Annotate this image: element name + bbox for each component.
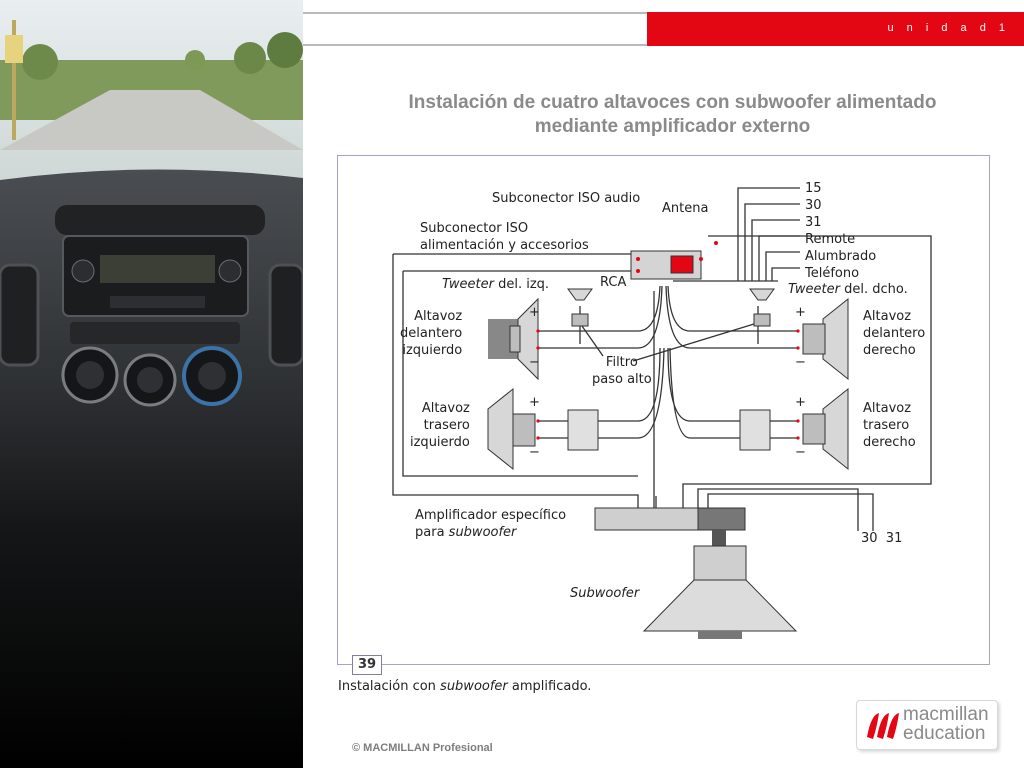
terminal-plus: + (795, 395, 806, 410)
logo-line2: education (903, 723, 986, 744)
label-line: trasero (863, 418, 910, 433)
label-rca: RCA (600, 275, 627, 290)
label-tweeter-right-italic: Tweeter (788, 282, 840, 297)
terminal-plus: + (795, 305, 806, 320)
label-line: izquierdo (402, 343, 463, 358)
label-line: delantero (863, 326, 926, 341)
label-line: Altavoz (863, 401, 912, 416)
dashboard-photo (0, 0, 303, 768)
label-iso-power (420, 220, 589, 254)
label-front-right (863, 308, 925, 359)
label-amplifier-line1: Amplificador específico (415, 508, 567, 523)
header-rule (303, 12, 647, 46)
label-iso-power-line2: alimentación y accesorios (420, 238, 589, 253)
slide-title-line1: Instalación de cuatro altavoces con subwoofer alimentado (408, 92, 937, 113)
slide-title-line2: mediante amplificador externo (534, 116, 811, 137)
slide-title (340, 91, 1005, 139)
terminal-plus: + (529, 395, 540, 410)
terminal-minus: − (529, 445, 540, 460)
label-line: derecho (863, 435, 916, 450)
terminal-minus: − (795, 445, 806, 460)
caption-suffix: amplificado. (507, 679, 592, 694)
terminal-plus: + (529, 305, 540, 320)
wiring-diagram (337, 155, 990, 665)
label-line: trasero (423, 418, 470, 433)
label-line: derecho (863, 343, 916, 358)
pin-label: 15 (805, 181, 822, 196)
label-subwoofer: Subwoofer (570, 586, 640, 601)
pin-label: Alumbrado (805, 249, 877, 264)
macmillan-logo-icon (865, 707, 903, 743)
unit-label: u n i d a d 1 (887, 22, 1010, 34)
terminal-minus: − (795, 355, 806, 370)
unit-banner (647, 12, 1024, 46)
caption-italic: subwoofer (440, 679, 508, 694)
label-filter-line2: paso alto (592, 372, 652, 387)
pin-list (805, 180, 876, 282)
label-tweeter-left (442, 276, 549, 293)
figure-number: 39 (352, 655, 382, 675)
pin-label: 30 (805, 198, 822, 213)
macmillan-logo (856, 700, 998, 750)
label-sub-pins: 30 31 (861, 531, 903, 546)
label-amplifier-italic: subwoofer (448, 525, 517, 540)
terminal-minus: − (529, 355, 540, 370)
label-iso-power-line1: Subconector ISO (420, 221, 529, 236)
pin-label: Teléfono (805, 266, 860, 281)
copyright-notice: © MACMILLAN Profesional (352, 742, 493, 754)
label-line: Altavoz (414, 309, 463, 324)
label-tweeter-right-rest: del. dcho. (839, 282, 908, 297)
figure-caption (338, 679, 591, 694)
label-line: delantero (400, 326, 463, 341)
label-front-left (400, 308, 462, 359)
label-rear-right (863, 400, 916, 451)
logo-line1: macmillan (903, 704, 989, 725)
label-line: izquierdo (410, 435, 470, 450)
macmillan-logo-text (903, 705, 989, 743)
label-amplifier-prefix: para (415, 525, 449, 540)
label-tweeter-left-italic: Tweeter (442, 277, 494, 292)
label-tweeter-right (788, 281, 908, 298)
caption-prefix: Instalación con (338, 679, 441, 694)
label-line: Altavoz (863, 309, 912, 324)
label-tweeter-left-rest: del. izq. (493, 277, 550, 292)
label-iso-audio: Subconector ISO audio (492, 191, 641, 206)
label-filter-line1: Filtro (605, 355, 638, 370)
label-amplifier-line2 (415, 524, 566, 541)
label-line: Altavoz (421, 401, 470, 416)
label-filter (592, 354, 652, 388)
label-rear-left (410, 400, 470, 451)
pin-label: 31 (805, 215, 822, 230)
label-amplifier (415, 507, 566, 541)
label-antena: Antena (662, 201, 709, 216)
pin-label: Remote (805, 232, 856, 247)
